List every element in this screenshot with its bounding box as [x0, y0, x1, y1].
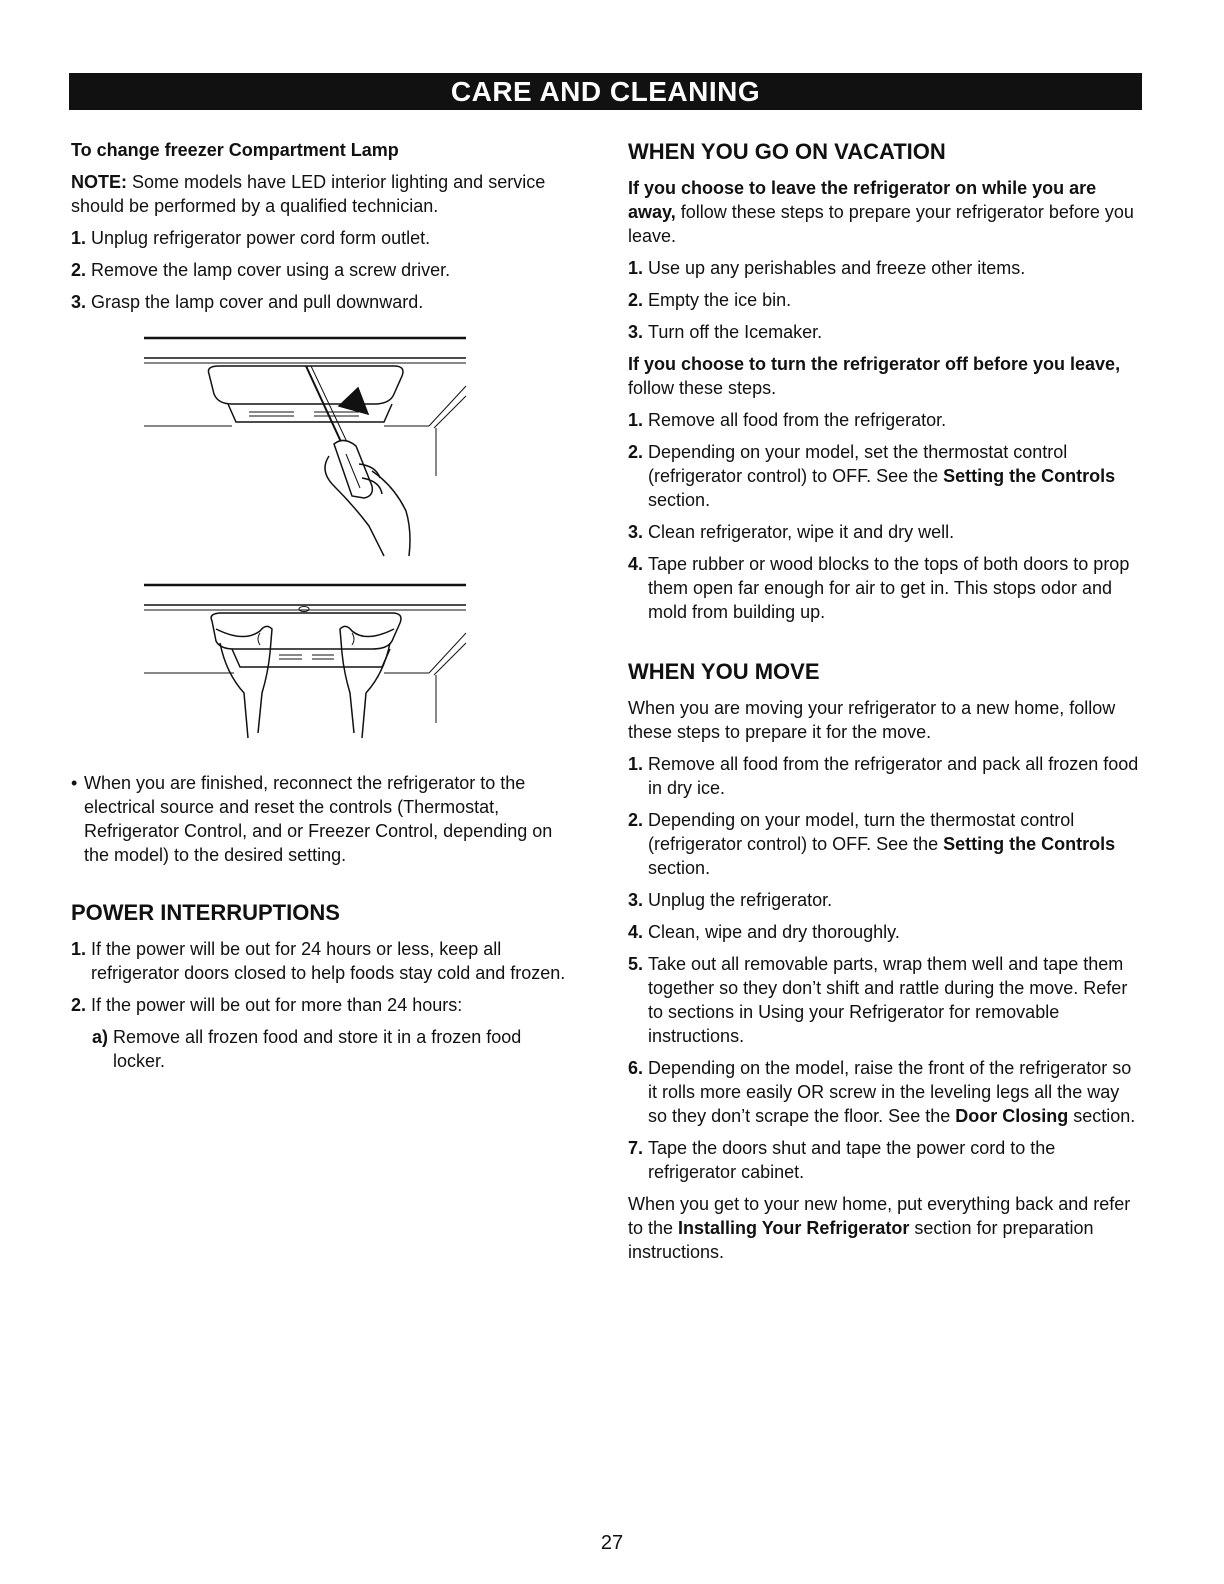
step-text: Grasp the lamp cover and pull downward. — [91, 292, 424, 312]
step-text: Clean, wipe and dry thoroughly. — [648, 922, 900, 942]
power-step — [71, 993, 576, 1017]
step-number: 2. — [71, 260, 87, 280]
move-intro: When you are moving your refrigerator to a new home, follow these steps to prepare it for the move. — [628, 698, 1116, 742]
setting-controls-ref: Setting the Controls — [943, 834, 1116, 854]
move-step — [628, 920, 1143, 944]
door-closing-ref: Door Closing — [955, 1106, 1069, 1126]
lamp-heading: To change freezer Compartment Lamp — [71, 140, 399, 160]
move-step — [628, 888, 1143, 912]
step-text: Depending on your model, turn the thermostat control (refrigerator control) to OFF. See the Setting the Controls section. — [648, 810, 1116, 878]
sub-step-label: a) — [92, 1027, 109, 1047]
step-text: If the power will be out for more than 24 hours: — [91, 995, 463, 1015]
lamp-cover-pull-illustration — [144, 583, 469, 753]
section-banner: CARE AND CLEANING — [69, 73, 1142, 110]
step-text: Unplug refrigerator power cord form outlet. — [91, 228, 431, 248]
lamp-note — [71, 170, 576, 218]
step-text: Tape the doors shut and tape the power cord to the refrigerator cabinet. — [648, 1138, 1056, 1182]
vacation-off-step — [628, 520, 1143, 544]
step-text: Unplug the refrigerator. — [648, 890, 833, 910]
step-number: 1. — [628, 258, 644, 278]
move-step — [628, 752, 1143, 800]
step-number: 7. — [628, 1138, 644, 1158]
right-column — [628, 138, 1143, 1272]
step-number: 3. — [628, 890, 644, 910]
step-text: Depending on the model, raise the front of the refrigerator so it rolls more easily OR screw in the leveling legs all the way so they don’t scrape the floor. See the Door Closing section. — [648, 1058, 1136, 1126]
vacation-off-step — [628, 408, 1143, 432]
step-text: Tape rubber or wood blocks to the tops of both doors to prop them open far enough for air to get in. This stops odor and mold from building up. — [648, 554, 1130, 622]
step-number: 1. — [71, 939, 87, 959]
step-number: 1. — [71, 228, 87, 248]
step-text: If the power will be out for 24 hours or less, keep all refrigerator doors closed to help foods stay cold and frozen. — [91, 939, 566, 983]
move-step — [628, 808, 1143, 880]
step-text: Remove all food from the refrigerator and pack all frozen food in dry ice. — [648, 754, 1139, 798]
vacation-on-step — [628, 288, 1143, 312]
power-sub-step — [92, 1025, 576, 1073]
power-heading: POWER INTERRUPTIONS — [71, 900, 340, 925]
lamp-cover-screwdriver-illustration — [144, 336, 469, 561]
page-number: 27 — [600, 1532, 624, 1554]
step-number: 4. — [628, 554, 644, 574]
step-number: 1. — [628, 410, 644, 430]
note-label: NOTE: — [71, 172, 127, 192]
step-number: 2. — [628, 290, 644, 310]
vacation-off-intro — [628, 352, 1143, 400]
vacation-off-step — [628, 552, 1143, 624]
vacation-on-step — [628, 256, 1143, 280]
vacation-on-intro-bold: If you choose to leave the refrigerator on while you are away, — [628, 178, 1097, 222]
note-text: Some models have LED interior lighting and service should be performed by a qualified technician. — [71, 172, 546, 216]
vacation-on-intro-text: follow these steps to prepare your refrigerator before you leave. — [628, 202, 1134, 246]
installing-ref: Installing Your Refrigerator — [678, 1218, 910, 1238]
step-number: 2. — [71, 995, 87, 1015]
move-step — [628, 1136, 1143, 1184]
step-number: 1. — [628, 754, 644, 774]
step-number: 3. — [628, 322, 644, 342]
step-number: 2. — [628, 442, 644, 462]
step-number: 6. — [628, 1058, 644, 1078]
step-text: Use up any perishables and freeze other items. — [648, 258, 1026, 278]
step-text: Clean refrigerator, wipe it and dry well. — [648, 522, 955, 542]
lamp-step — [71, 290, 576, 314]
move-outro: When you get to your new home, put everything back and refer to the Installing Your Refrigerator section for preparation instructions. — [628, 1194, 1131, 1262]
step-number: 3. — [628, 522, 644, 542]
setting-controls-ref: Setting the Controls — [943, 466, 1116, 486]
step-text: Take out all removable parts, wrap them well and tape them together so they don’t shift and rattle during the move. Refer to sections in Using your Refrigerator for removable instructions. — [648, 954, 1128, 1046]
step-text: Empty the ice bin. — [648, 290, 792, 310]
lamp-step — [71, 226, 576, 250]
vacation-off-intro-bold: If you choose to turn the refrigerator off before you leave, — [628, 354, 1121, 374]
step-text: Turn off the Icemaker. — [648, 322, 823, 342]
power-step — [71, 937, 576, 985]
sub-step-text: Remove all frozen food and store it in a frozen food locker. — [113, 1027, 522, 1071]
finish-note — [71, 771, 576, 867]
move-heading: WHEN YOU MOVE — [628, 659, 820, 684]
left-column — [71, 138, 576, 1081]
vacation-heading: WHEN YOU GO ON VACATION — [628, 139, 946, 164]
step-number: 4. — [628, 922, 644, 942]
bullet-icon: • — [71, 773, 78, 793]
move-step — [628, 1056, 1143, 1128]
vacation-off-intro-text: follow these steps. — [628, 378, 777, 398]
vacation-on-step — [628, 320, 1143, 344]
finish-text: When you are finished, reconnect the refrigerator to the electrical source and reset the controls (Thermostat, Refrigerator Control, and or Freezer Control, depending on the model) to the desired setting. — [84, 773, 553, 865]
step-text: Remove all food from the refrigerator. — [648, 410, 947, 430]
step-number: 3. — [71, 292, 87, 312]
move-step — [628, 952, 1143, 1048]
vacation-on-intro — [628, 176, 1143, 248]
step-number: 2. — [628, 810, 644, 830]
step-number: 5. — [628, 954, 644, 974]
step-text: Remove the lamp cover using a screw driver. — [91, 260, 451, 280]
step-text: Depending on your model, set the thermostat control (refrigerator control) to OFF. See the Setting the Controls section. — [648, 442, 1116, 510]
vacation-off-step — [628, 440, 1143, 512]
lamp-step — [71, 258, 576, 282]
